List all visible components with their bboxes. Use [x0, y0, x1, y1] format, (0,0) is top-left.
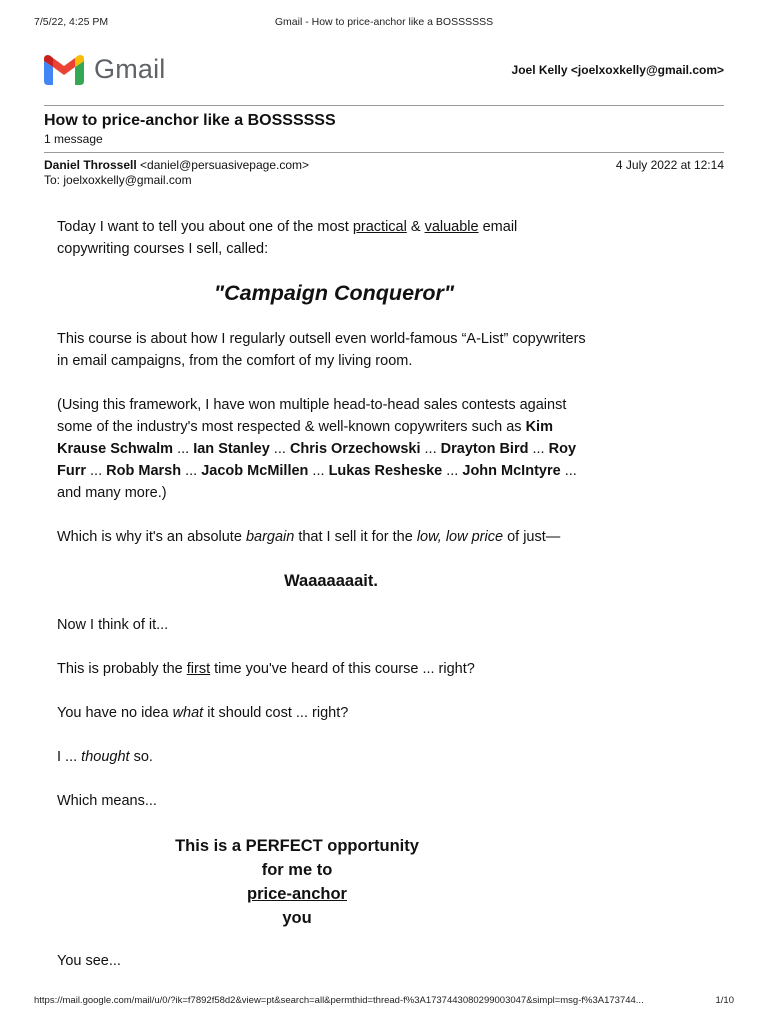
- copywriter-name: Rob Marsh: [106, 463, 182, 479]
- email-body: [57, 216, 587, 994]
- copywriter-name: Drayton Bird: [440, 441, 529, 457]
- body-paragraph-intro: Today I want to tell you about one of the most practical & valuable email copywriting courses I sell, called:: [57, 219, 518, 257]
- copywriter-name: Ian Stanley: [193, 441, 270, 457]
- sender-email: <daniel@persuasivepage.com>: [140, 158, 310, 172]
- body-paragraph-bargain: Which is why it's an absolute bargain that I sell it for the low, low price of just—: [57, 529, 561, 545]
- body-paragraph-contests: (Using this framework, I have won multiple head-to-head sales contests against some of the industry's most respected & well-known copywriters such as Kim Krause Schwalm ... Ian Stanley ... Chris Orzechowski ... Drayton Bird ... Roy Furr ... Rob Marsh ... Jacob McMillen ... Lukas Resheske ... John McIntyre ... and many more.): [57, 397, 577, 501]
- copywriter-name: Kim Krause Schwalm: [57, 419, 553, 457]
- email-subject: How to price-anchor like a BOSSSSSS: [44, 112, 336, 129]
- sent-date: 4 July 2022 at 12:14: [615, 158, 724, 172]
- copywriter-name: Lukas Resheske: [328, 463, 443, 479]
- print-url: https://mail.google.com/mail/u/0/?ik=f7892f58d2&view=pt&search=all&permthid=thread-f%3A1737443080299003047&simpl=msg-f%3A173744...: [34, 995, 644, 1006]
- gmail-logo[interactable]: [44, 54, 166, 85]
- emphasis-practical: practical: [352, 219, 407, 235]
- sender-name: Daniel Throssell: [44, 158, 137, 172]
- recipient-line: [44, 173, 192, 187]
- course-title: "Campaign Conqueror": [213, 281, 455, 305]
- gmail-m-icon: [44, 55, 84, 85]
- copywriter-name: Jacob McMillen: [201, 463, 309, 479]
- print-title: Gmail - How to price-anchor like a BOSSSSSS: [274, 16, 494, 28]
- header-divider: [44, 105, 724, 106]
- sender-line: [44, 158, 309, 172]
- page-number: 1/10: [715, 995, 734, 1006]
- body-paragraph-cost: You have no idea what it should cost ... right?: [57, 705, 349, 721]
- copywriter-name: Roy Furr: [57, 441, 577, 479]
- body-paragraph-course: This course is about how I regularly outsell even world-famous “A-List” copywriters in email campaigns, from the comfort of my living room.: [57, 331, 586, 369]
- recipient-email: joelxoxkelly@gmail.com: [63, 173, 192, 187]
- body-paragraph-first: This is probably the first time you've heard of this course ... right?: [57, 661, 475, 677]
- print-datetime: 7/5/22, 4:25 PM: [34, 16, 109, 28]
- body-paragraph-you-see: You see...: [57, 953, 121, 969]
- subject-divider: [44, 152, 724, 153]
- body-paragraph-think: Now I think of it...: [57, 617, 169, 633]
- to-label: To:: [44, 173, 61, 187]
- copywriter-name: John McIntyre: [462, 463, 561, 479]
- opportunity-line-2: for me to price-anchor you: [247, 861, 347, 927]
- emphasis-valuable: valuable: [424, 219, 479, 235]
- opportunity-callout: [57, 834, 587, 930]
- message-count: 1 message: [44, 132, 103, 146]
- wait-callout: Waaaaaaait.: [284, 572, 378, 590]
- opportunity-line-1: This is a PERFECT opportunity: [175, 837, 419, 855]
- copywriter-name: Chris Orzechowski: [289, 441, 421, 457]
- gmail-wordmark: Gmail: [94, 54, 166, 84]
- account-email: Joel Kelly <joelxoxkelly@gmail.com>: [511, 63, 724, 77]
- body-paragraph-means: Which means...: [57, 793, 157, 809]
- body-paragraph-thought: I ... thought so.: [57, 749, 153, 765]
